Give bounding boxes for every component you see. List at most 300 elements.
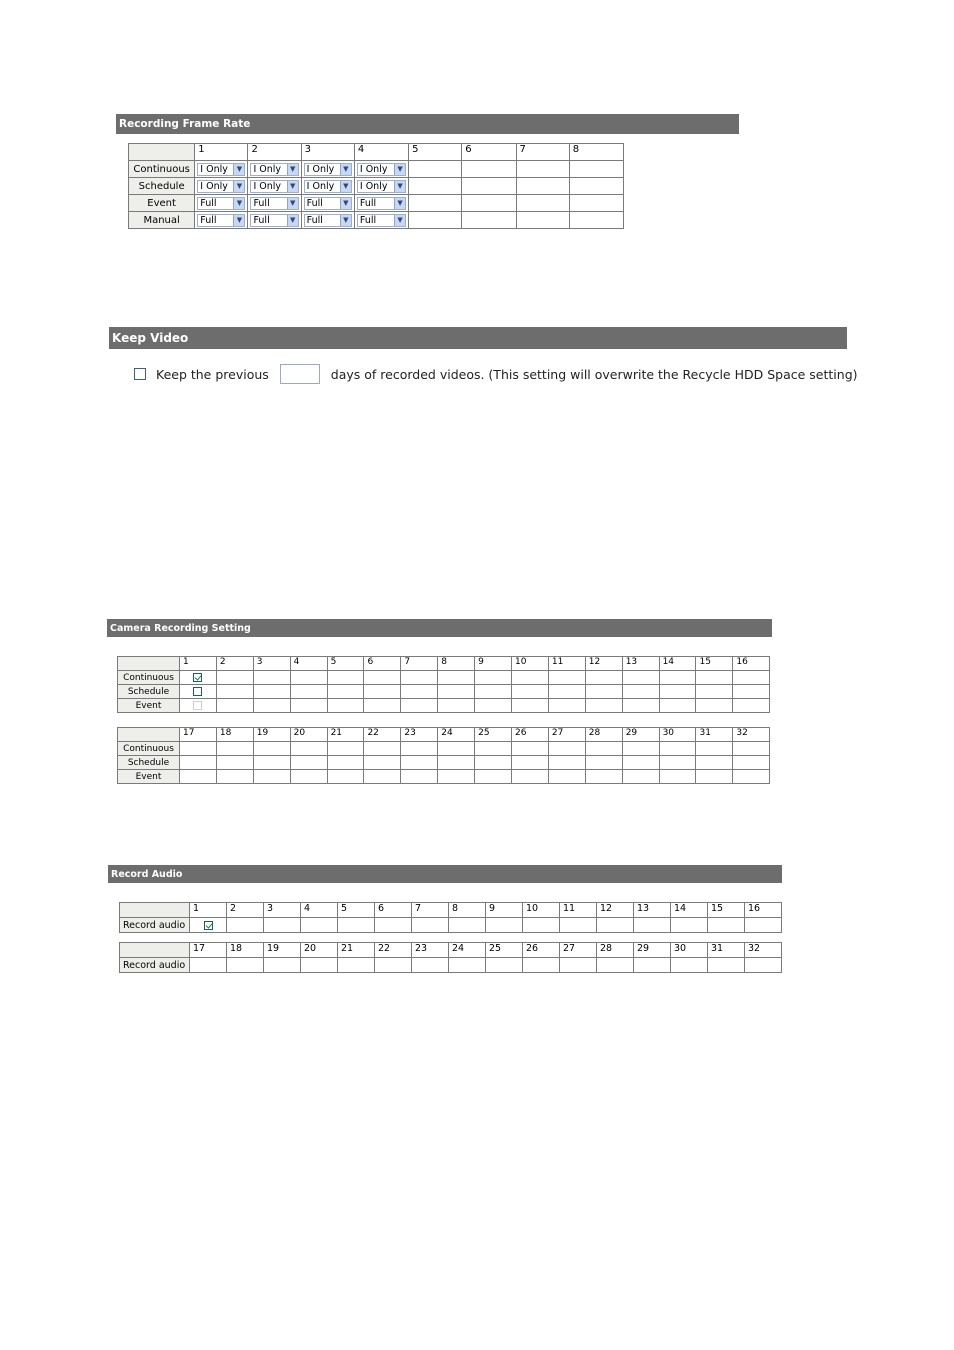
camera-recording-cell: [475, 756, 512, 770]
camera-column-header: 8: [569, 144, 623, 161]
camera-recording-cell: [253, 699, 290, 713]
record-audio-cell: [634, 958, 671, 973]
frame-rate-select-value: Full: [359, 197, 377, 209]
frame-rate-select[interactable]: [304, 180, 352, 193]
chevron-down-icon[interactable]: ▼: [287, 198, 298, 209]
camera-recording-cell: [733, 699, 770, 713]
camera-recording-cell: [290, 699, 327, 713]
camera-recording-cell: [327, 671, 364, 685]
camera-recording-row: [118, 685, 770, 699]
record-audio-cell: [745, 918, 782, 933]
camera-recording-row-label: Event: [118, 699, 180, 713]
camera-recording-cell: [512, 699, 549, 713]
camera-column-header: 6: [462, 144, 516, 161]
record-audio-cell: [301, 918, 338, 933]
record-audio-cell: [227, 918, 264, 933]
record-audio-cell: [560, 918, 597, 933]
camera-recording-cell: [733, 671, 770, 685]
camera-column-header: 5: [409, 144, 462, 161]
chevron-down-icon[interactable]: ▼: [233, 164, 244, 175]
frame-rate-select[interactable]: [357, 214, 406, 227]
camera-recording-cell: [622, 671, 659, 685]
record-audio-table-1: [119, 902, 782, 933]
chevron-down-icon[interactable]: ▼: [233, 198, 244, 209]
record-audio-cell: [338, 918, 375, 933]
frame-rate-cell: [516, 212, 569, 229]
camera-recording-cell: [696, 699, 733, 713]
camera-column-header: 11: [548, 657, 585, 671]
camera-column-header: 14: [671, 903, 708, 918]
frame-rate-select[interactable]: [304, 214, 352, 227]
camera-recording-cell: [512, 685, 549, 699]
frame-rate-select-value: I Only: [306, 163, 335, 175]
camera-recording-cell: [364, 685, 401, 699]
camera-column-header: 24: [449, 943, 486, 958]
camera-recording-cell: [733, 742, 770, 756]
frame-rate-row: [129, 212, 624, 229]
record-audio-header-row: [120, 903, 782, 918]
frame-rate-select[interactable]: [250, 180, 298, 193]
camera-recording-cell: [475, 770, 512, 784]
camera-column-header: 5: [327, 657, 364, 671]
record-audio-corner: [120, 943, 190, 958]
camera-column-header: 12: [597, 903, 634, 918]
record-audio-cell: [375, 918, 412, 933]
chevron-down-icon[interactable]: ▼: [394, 181, 405, 192]
camera-recording-cell: [622, 756, 659, 770]
camera-column-header: 27: [560, 943, 597, 958]
frame-rate-select[interactable]: [357, 197, 406, 210]
camera-recording-cell: [585, 699, 622, 713]
camera-recording-cell: [253, 671, 290, 685]
chevron-down-icon[interactable]: ▼: [340, 181, 351, 192]
camera-recording-cell: [401, 699, 438, 713]
record-audio-cell: [745, 958, 782, 973]
camera-recording-cell: [512, 742, 549, 756]
camera-recording-cell: [548, 699, 585, 713]
camera-column-header: 9: [486, 903, 523, 918]
camera-column-header: 28: [597, 943, 634, 958]
camera-column-header: 13: [622, 657, 659, 671]
camera-column-header: 20: [301, 943, 338, 958]
camera-recording-cell: [585, 756, 622, 770]
camera-recording-cell: [253, 770, 290, 784]
camera-column-header: 16: [745, 903, 782, 918]
frame-rate-cell: [248, 195, 301, 212]
camera-column-header: 2: [227, 903, 264, 918]
camera-recording-cell: [548, 756, 585, 770]
frame-rate-cell: [248, 178, 301, 195]
camera-recording-cell: [548, 685, 585, 699]
frame-rate-select-value: I Only: [200, 180, 228, 192]
camera-column-header: 17: [180, 728, 217, 742]
camera-recording-cell: [512, 671, 549, 685]
camera-column-header: 4: [290, 657, 327, 671]
frame-rate-cell: [248, 161, 301, 178]
record-audio-cell: [375, 958, 412, 973]
camera-column-header: 16: [733, 657, 770, 671]
camera-column-header: 17: [190, 943, 227, 958]
frame-rate-cell: [195, 178, 248, 195]
camera-recording-cell: [290, 671, 327, 685]
camera-recording-cell: [696, 770, 733, 784]
camera-recording-cell: [622, 685, 659, 699]
chevron-down-icon[interactable]: ▼: [340, 198, 351, 209]
camera-recording-cell: [659, 671, 696, 685]
camera-recording-cell: [438, 685, 475, 699]
camera-recording-cell: [180, 685, 217, 699]
frame-rate-select-value: I Only: [253, 180, 282, 192]
record-audio-cell: [671, 918, 708, 933]
camera-recording-row: [118, 756, 770, 770]
frame-rate-cell: [301, 161, 354, 178]
camera-1-schedule-checkbox[interactable]: [193, 687, 202, 696]
camera-column-header: 19: [253, 728, 290, 742]
camera-recording-cell: [585, 770, 622, 784]
frame-rate-row: [129, 161, 624, 178]
frame-rate-select[interactable]: [250, 214, 298, 227]
camera-column-header: 25: [475, 728, 512, 742]
camera-column-header: 22: [364, 728, 401, 742]
camera-recording-row-label: Continuous: [118, 742, 180, 756]
record-audio-cell: [523, 958, 560, 973]
camera-column-header: 3: [264, 903, 301, 918]
camera-recording-cell: [622, 770, 659, 784]
frame-rate-select-value: Full: [200, 197, 217, 209]
camera-recording-row-label: Schedule: [118, 685, 180, 699]
camera-recording-cell: [622, 699, 659, 713]
camera-recording-corner: [118, 728, 180, 742]
camera-recording-cell: [438, 742, 475, 756]
camera-recording-cell: [438, 699, 475, 713]
frame-rate-cell: [569, 161, 623, 178]
frame-rate-cell: [354, 212, 408, 229]
camera-recording-row: [118, 671, 770, 685]
frame-rate-select-value: I Only: [200, 163, 228, 175]
camera-column-header: 1: [180, 657, 217, 671]
frame-rate-row-label: Schedule: [129, 178, 195, 195]
camera-column-header: 23: [412, 943, 449, 958]
camera-recording-cell: [401, 742, 438, 756]
frame-rate-cell: [462, 212, 516, 229]
record-audio-cell: [523, 918, 560, 933]
camera-recording-cell: [180, 699, 217, 713]
camera-recording-cell: [364, 742, 401, 756]
camera-recording-row: [118, 770, 770, 784]
frame-rate-cell: [569, 212, 623, 229]
camera-recording-row-label: Schedule: [118, 756, 180, 770]
record-audio-cell: [412, 918, 449, 933]
camera-column-header: 29: [634, 943, 671, 958]
record-audio-cell: [597, 958, 634, 973]
frame-rate-cell: [569, 195, 623, 212]
camera-recording-cell: [327, 685, 364, 699]
camera-column-header: 12: [585, 657, 622, 671]
camera-recording-cell: [290, 742, 327, 756]
camera-column-header: 29: [622, 728, 659, 742]
record-audio-cell: [486, 958, 523, 973]
frame-rate-select-value: I Only: [359, 180, 388, 192]
record-audio-cell: [412, 958, 449, 973]
camera-recording-cell: [364, 756, 401, 770]
record-audio-row: [120, 958, 782, 973]
frame-rate-cell: [409, 195, 462, 212]
camera-recording-cell: [364, 699, 401, 713]
frame-rate-cell: [409, 161, 462, 178]
frame-rate-select-value: I Only: [306, 180, 335, 192]
frame-rate-row-label: Continuous: [129, 161, 195, 178]
camera-recording-cell: [733, 756, 770, 770]
camera-column-header: 2: [248, 144, 301, 161]
camera-recording-cell: [253, 685, 290, 699]
camera-column-header: 7: [401, 657, 438, 671]
record-audio-row-label: Record audio: [120, 958, 190, 973]
record-audio-cell: [338, 958, 375, 973]
frame-rate-cell: [516, 195, 569, 212]
chevron-down-icon[interactable]: ▼: [394, 164, 405, 175]
frame-rate-select[interactable]: [197, 163, 245, 176]
camera-column-header: 13: [634, 903, 671, 918]
keep-video-checkbox[interactable]: [134, 368, 146, 380]
record-audio-header-row: [120, 943, 782, 958]
chevron-down-icon[interactable]: ▼: [287, 164, 298, 175]
keep-video-row: [134, 362, 858, 386]
camera-recording-cell: [733, 685, 770, 699]
camera-column-header: 1: [195, 144, 248, 161]
camera-column-header: 26: [512, 728, 549, 742]
frame-rate-cell: [409, 178, 462, 195]
camera-recording-cell: [180, 770, 217, 784]
camera-recording-cell: [180, 742, 217, 756]
frame-rate-cell: [462, 195, 516, 212]
camera-column-header: 19: [264, 943, 301, 958]
camera-column-header: 5: [338, 903, 375, 918]
camera-recording-cell: [216, 699, 253, 713]
camera-recording-cell: [216, 742, 253, 756]
camera-recording-table-1: [117, 656, 770, 713]
frame-rate-cell: [516, 161, 569, 178]
frame-rate-cell: [195, 212, 248, 229]
camera-recording-cell: [512, 770, 549, 784]
camera-recording-cell: [253, 742, 290, 756]
record-audio-header: [108, 865, 782, 883]
camera-column-header: 3: [301, 144, 354, 161]
frame-rate-select[interactable]: [250, 197, 298, 210]
chevron-down-icon[interactable]: ▼: [340, 215, 351, 226]
camera-recording-cell: [475, 699, 512, 713]
camera-recording-cell: [548, 742, 585, 756]
camera-recording-cell: [253, 756, 290, 770]
chevron-down-icon[interactable]: ▼: [233, 215, 244, 226]
camera-column-header: 7: [516, 144, 569, 161]
camera-recording-cell: [327, 742, 364, 756]
camera-column-header: 21: [327, 728, 364, 742]
camera-column-header: 21: [338, 943, 375, 958]
record-audio-cell: [449, 918, 486, 933]
record-audio-cell: [301, 958, 338, 973]
keep-video-title: Keep Video: [112, 331, 189, 345]
camera-column-header: 15: [708, 903, 745, 918]
record-audio-cell: [708, 958, 745, 973]
record-audio-row: [120, 918, 782, 933]
record-audio-cell: [449, 958, 486, 973]
camera-recording-cell: [216, 756, 253, 770]
keep-days-input[interactable]: [280, 364, 320, 384]
frame-rate-select[interactable]: [357, 180, 406, 193]
record-audio-row-label: Record audio: [120, 918, 190, 933]
camera-column-header: 31: [708, 943, 745, 958]
record-audio-table-2: [119, 942, 782, 973]
camera-recording-cell: [438, 770, 475, 784]
camera-column-header: 25: [486, 943, 523, 958]
camera-recording-cell: [696, 742, 733, 756]
frame-rate-select[interactable]: [250, 163, 298, 176]
record-audio-cell: [264, 918, 301, 933]
camera-column-header: 20: [290, 728, 327, 742]
camera-recording-cell: [585, 685, 622, 699]
camera-recording-cell: [585, 742, 622, 756]
record-audio-cell: [708, 918, 745, 933]
camera-recording-cell: [216, 770, 253, 784]
camera-recording-corner: [118, 657, 180, 671]
camera-column-header: 2: [216, 657, 253, 671]
camera-recording-cell: [585, 671, 622, 685]
camera-column-header: 32: [733, 728, 770, 742]
camera-recording-header-row: [118, 657, 770, 671]
frame-rate-cell: [462, 178, 516, 195]
camera-column-header: 1: [190, 903, 227, 918]
camera-1-record-audio-checkbox[interactable]: [204, 921, 213, 930]
camera-recording-cell: [733, 770, 770, 784]
camera-column-header: 32: [745, 943, 782, 958]
record-audio-cell: [190, 958, 227, 973]
frame-rate-cell: [354, 161, 408, 178]
frame-rate-cell: [195, 161, 248, 178]
frame-rate-row: [129, 195, 624, 212]
record-audio-cell: [634, 918, 671, 933]
frame-rate-corner: [129, 144, 195, 161]
frame-rate-select[interactable]: [197, 214, 245, 227]
camera-recording-row-label: Event: [118, 770, 180, 784]
camera-column-header: 8: [449, 903, 486, 918]
camera-column-header: 18: [227, 943, 264, 958]
chevron-down-icon[interactable]: ▼: [394, 215, 405, 226]
camera-column-header: 4: [354, 144, 408, 161]
camera-recording-cell: [401, 770, 438, 784]
frame-rate-cell: [409, 212, 462, 229]
frame-rate-row-label: Manual: [129, 212, 195, 229]
camera-column-header: 10: [512, 657, 549, 671]
camera-recording-cell: [512, 756, 549, 770]
camera-recording-cell: [438, 756, 475, 770]
chevron-down-icon[interactable]: ▼: [287, 215, 298, 226]
chevron-down-icon[interactable]: ▼: [394, 198, 405, 209]
chevron-down-icon[interactable]: ▼: [233, 181, 244, 192]
camera-recording-cell: [290, 770, 327, 784]
camera-recording-cell: [696, 671, 733, 685]
record-audio-cell: [190, 918, 227, 933]
camera-recording-cell: [364, 671, 401, 685]
camera-recording-cell: [659, 770, 696, 784]
camera-recording-cell: [438, 671, 475, 685]
camera-recording-cell: [401, 685, 438, 699]
frame-rate-select-value: Full: [253, 197, 270, 209]
keep-video-label-after: days of recorded videos. (This setting will overwrite the Recycle HDD Space setting): [330, 366, 858, 382]
record-audio-cell: [597, 918, 634, 933]
camera-recording-cell: [659, 685, 696, 699]
camera-recording-cell: [659, 699, 696, 713]
camera-recording-cell: [180, 671, 217, 685]
camera-recording-header-row: [118, 728, 770, 742]
frame-rate-select[interactable]: [197, 180, 245, 193]
camera-recording-cell: [696, 756, 733, 770]
camera-recording-cell: [216, 685, 253, 699]
camera-recording-cell: [475, 685, 512, 699]
camera-recording-cell: [475, 742, 512, 756]
frame-rate-select-value: Full: [359, 214, 377, 226]
camera-recording-cell: [290, 685, 327, 699]
frame-rate-table: [128, 143, 624, 229]
frame-rate-cell: [462, 161, 516, 178]
record-audio-cell: [227, 958, 264, 973]
camera-recording-cell: [327, 770, 364, 784]
camera-1-continuous-checkbox[interactable]: [193, 673, 202, 682]
camera-recording-cell: [327, 756, 364, 770]
camera-column-header: 8: [438, 657, 475, 671]
frame-rate-select-value: Full: [306, 214, 323, 226]
chevron-down-icon[interactable]: ▼: [340, 164, 351, 175]
frame-rate-select[interactable]: [304, 163, 352, 176]
frame-rate-select[interactable]: [197, 197, 245, 210]
frame-rate-cell: [516, 178, 569, 195]
camera-column-header: 26: [523, 943, 560, 958]
camera-recording-cell: [548, 671, 585, 685]
frame-rate-select[interactable]: [357, 163, 406, 176]
camera-column-header: 30: [671, 943, 708, 958]
frame-rate-select-value: I Only: [359, 163, 388, 175]
camera-column-header: 9: [475, 657, 512, 671]
frame-rate-select-value: I Only: [253, 163, 282, 175]
camera-column-header: 22: [375, 943, 412, 958]
camera-column-header: 30: [659, 728, 696, 742]
record-audio-cell: [264, 958, 301, 973]
frame-rate-select-value: Full: [200, 214, 217, 226]
record-audio-cell: [560, 958, 597, 973]
frame-rate-row-label: Event: [129, 195, 195, 212]
camera-1-event-checkbox: [193, 701, 202, 710]
camera-recording-title: Camera Recording Setting: [110, 622, 251, 634]
camera-recording-cell: [696, 685, 733, 699]
record-audio-cell: [486, 918, 523, 933]
frame-rate-cell: [354, 178, 408, 195]
frame-rate-cell: [301, 178, 354, 195]
frame-rate-title: Recording Frame Rate: [119, 118, 251, 130]
camera-recording-row: [118, 699, 770, 713]
keep-video-label-before: Keep the previous: [156, 366, 269, 382]
frame-rate-select-value: Full: [253, 214, 270, 226]
camera-recording-cell: [290, 756, 327, 770]
frame-rate-cell: [354, 195, 408, 212]
camera-column-header: 23: [401, 728, 438, 742]
camera-column-header: 31: [696, 728, 733, 742]
chevron-down-icon[interactable]: ▼: [287, 181, 298, 192]
frame-rate-header-row: [129, 144, 624, 161]
camera-recording-row: [118, 742, 770, 756]
camera-recording-cell: [401, 756, 438, 770]
camera-recording-row-label: Continuous: [118, 671, 180, 685]
frame-rate-select[interactable]: [304, 197, 352, 210]
frame-rate-cell: [569, 178, 623, 195]
